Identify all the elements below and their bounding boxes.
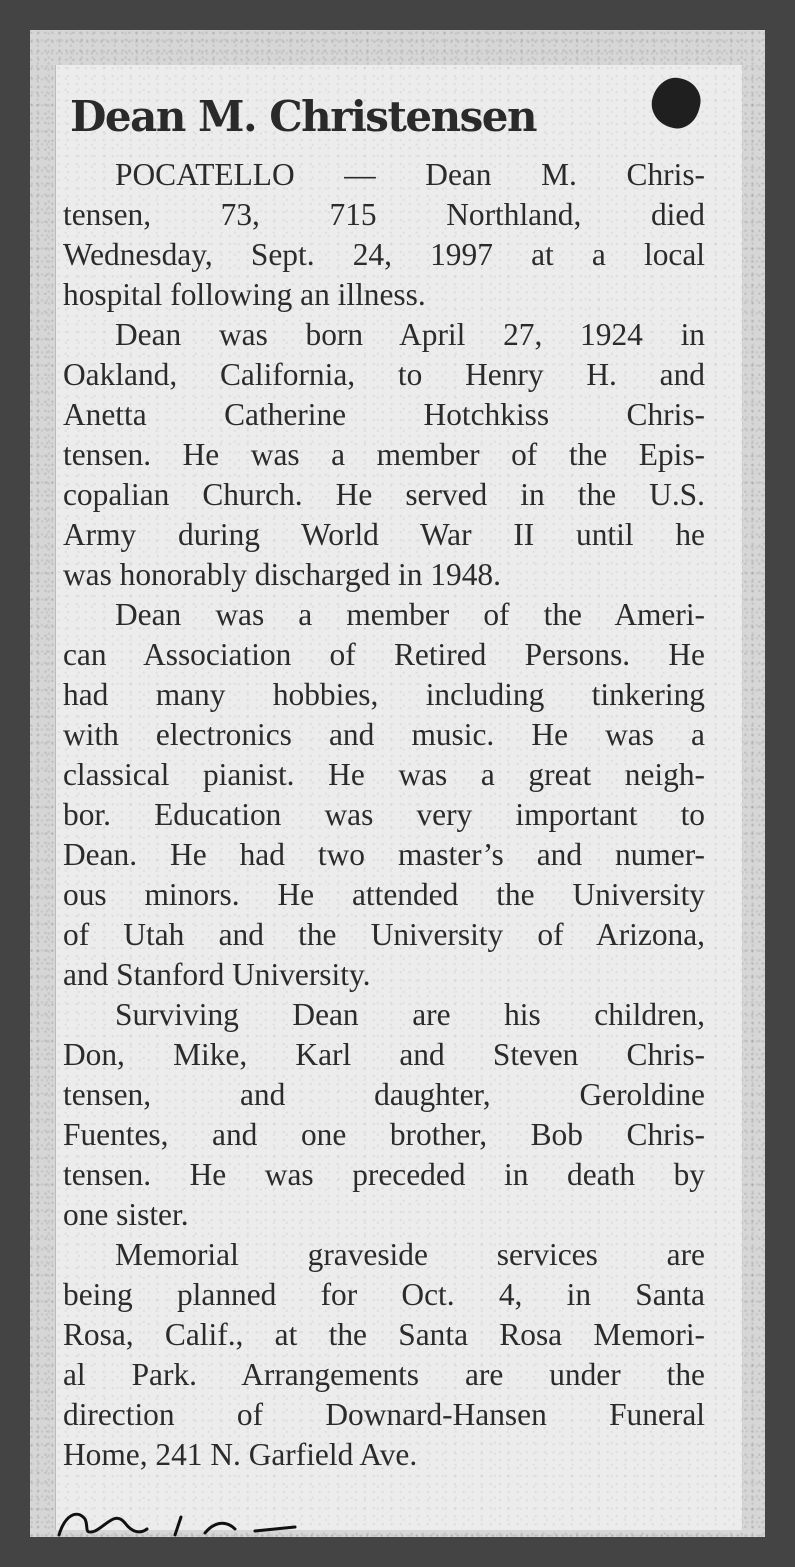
text-line: bor. Education was very important to bbox=[63, 797, 705, 832]
text-line: Surviving Dean are his children, bbox=[115, 997, 705, 1032]
text-line: tensen, and daughter, Geroldine bbox=[63, 1077, 705, 1112]
obituary-body bbox=[63, 155, 705, 1475]
text-line: being planned for Oct. 4, in Santa bbox=[63, 1277, 705, 1312]
text-line: Home, 241 N. Garfield Ave. bbox=[63, 1437, 418, 1472]
text-line: classical pianist. He was a great neigh- bbox=[63, 757, 705, 792]
text-line: ous minors. He attended the University bbox=[63, 877, 705, 912]
handwriting-scribble bbox=[55, 1505, 315, 1537]
text-line: Dean was a member of the Ameri- bbox=[115, 597, 705, 632]
text-line: POCATELLO — Dean M. Chris- bbox=[115, 157, 705, 192]
text-line: hospital following an illness. bbox=[63, 277, 426, 312]
text-line: one sister. bbox=[63, 1197, 189, 1232]
text-line: had many hobbies, including tinkering bbox=[63, 677, 705, 712]
text-line: was honorably discharged in 1948. bbox=[63, 557, 501, 592]
text-line: and Stanford University. bbox=[63, 957, 371, 992]
text-line: Oakland, California, to Henry H. and bbox=[63, 357, 705, 392]
obituary-headline: Dean M. Christensen bbox=[70, 92, 537, 141]
text-line: Dean was born April 27, 1924 in bbox=[115, 317, 705, 352]
text-line: tensen. He was preceded in death by bbox=[63, 1157, 705, 1192]
text-line: al Park. Arrangements are under the bbox=[63, 1357, 705, 1392]
text-line: Dean. He had two master’s and numer- bbox=[63, 837, 705, 872]
text-line: with electronics and music. He was a bbox=[63, 717, 705, 752]
text-line: tensen, 73, 715 Northland, died bbox=[63, 197, 705, 232]
text-line: of Utah and the University of Arizona, bbox=[63, 917, 705, 952]
text-line: can Association of Retired Persons. He bbox=[63, 637, 705, 672]
text-line: Wednesday, Sept. 24, 1997 at a local bbox=[63, 237, 705, 272]
text-line: Memorial graveside services are bbox=[115, 1237, 705, 1272]
text-line: copalian Church. He served in the U.S. bbox=[63, 477, 705, 512]
text-line: Fuentes, and one brother, Bob Chris- bbox=[63, 1117, 705, 1152]
text-line: Don, Mike, Karl and Steven Chris- bbox=[63, 1037, 705, 1072]
text-line: Anetta Catherine Hotchkiss Chris- bbox=[63, 397, 705, 432]
text-line: Rosa, Calif., at the Santa Rosa Memori- bbox=[63, 1317, 705, 1352]
text-line: Army during World War II until he bbox=[63, 517, 705, 552]
text-line: direction of Downard-Hansen Funeral bbox=[63, 1397, 705, 1432]
text-line: tensen. He was a member of the Epis- bbox=[63, 437, 705, 472]
